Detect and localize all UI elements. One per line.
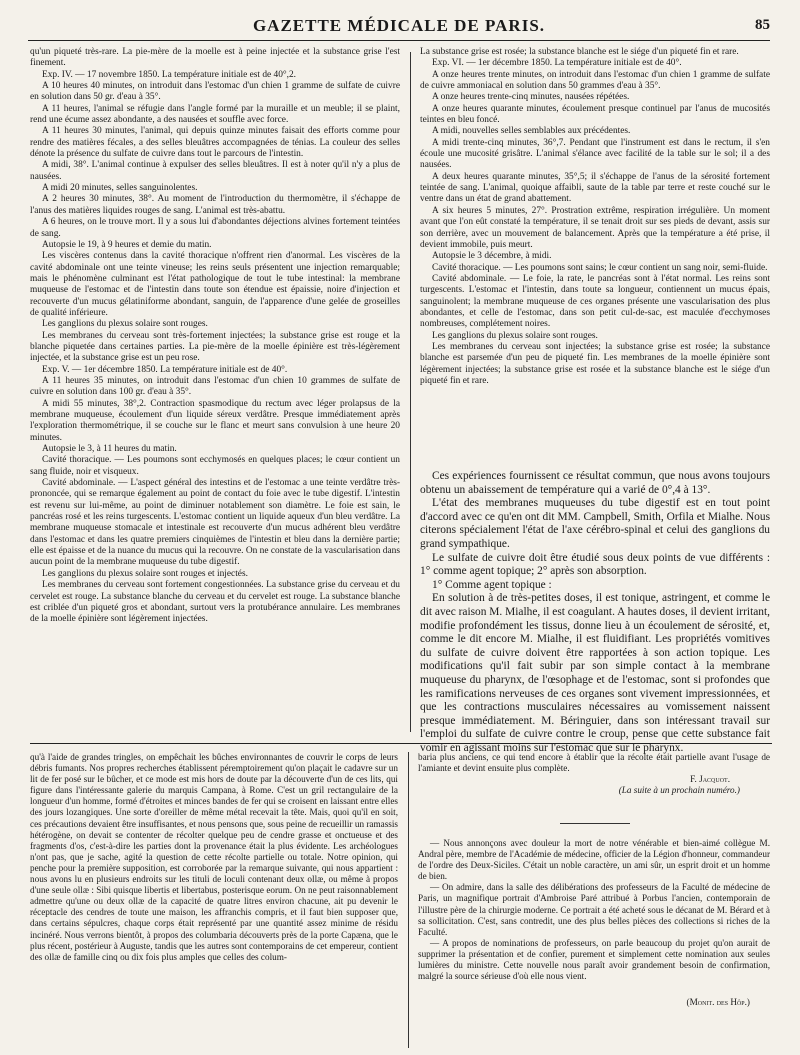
author-signature: F. Jacquot.	[690, 774, 730, 785]
paragraph: A onze heures trente-cinq minutes, nausées répétées.	[432, 92, 630, 103]
column-divider	[410, 52, 411, 732]
paragraph: 1° Comme agent topique :	[432, 578, 552, 591]
paragraph: Les membranes du cerveau sont très-fortement injectées; la substance grise est rouge et la blanche piquetée dans certaines parties. La pie-mère de la moelle épinière est très-légèrement injectée, et la substance grise est un peu rose.	[30, 330, 400, 364]
paragraph: A midi, nouvelles selles semblables aux précédentes.	[432, 126, 631, 137]
bottom-right-continuation	[418, 752, 770, 812]
paragraph: qu'à l'aide de grandes tringles, on empêchait les bûches environnantes de couvrir le corps de leurs débris fumants. Nos propres recherches établissent péremptoirement qu'on plaçait le cadavre sur un lit de fer posé sur le bûcher, et ce mode est mis hors de doute par la découverte d'un de ces lits, qui figure dans l'intéressante galerie du marquis Campana, à Rome. C'est un gril rectangulaire de la longueur d'un homme, formé d'étroites et minces bandes de fer qui se croisent en laissant entre elles des jours lozangiques. Une sorte d'oreiller de même métal recevait la tête. Mais, quoi qu'il en soit, ces précautions devaient être insuffisantes, et nous pensons que, sous peine de recueillir un ramassis hétérogène, on devait se contenter de récolter quelque peu de cendre grasse et onctueuse et des fragments d'os, c'est-à-dire les parties dont la provenance était la plus évidente. Les archéologues n'ont pas, que je sache, agité la question de cette récolte partielle ou totale. Notre opinion, qui penche pour la première supposition, est corroborée par la remarque suivante, qui nous appartient : nous avons lu en plusieurs endroits sur les tituli de loculi contenant deux ollæ, ou même à propos d'une seule ollæ : Sibi quisque libertis et libertabus, posterisque eorum. On ne peut raisonnablement admettre qu'une ou deux ollæ de la capacité de quatre litres environ chacune, ait pu devenir le réceptacle des cendres de toute une maison, les affranchis compris, et il faut bien supposer que, dans certains sépulcres, chaque corps était représenté par une quantité assez minime de résidu incinéré. Nous verrons bientôt, à propos des columbaria découverts près de la porte Capæna, que le plus récent, postérieur à Auguste, tandis que les autres sont contemporains de cet empereur, contient des ollæ de famille cinq ou dix fois plus amples que celles des colum-	[30, 752, 398, 962]
left-column	[30, 47, 400, 735]
paragraph: Cavité thoracique. — Les poumons sont ecchymosés en quelques places; le cœur contient un sang fluide, noir et visqueux.	[30, 455, 400, 477]
paragraph: En solution à de très-petites doses, il est tonique, astringent, et comme le dit avec raison M. Mialhe, il est coagulant. A hautes doses, il devient irritant, modifie profondément les tissus, donne lieu à un écoulement de sérosité, et, comme le dit encore M. Mialhe, il est fluidifiant. Les propriétés vomitives du sulfate de cuivre doivent être rapportées à son action topique. Les modifications qu'il fait subir par son simple contact à la membrane muqueuse du pharynx, de l'œsophage et de l'estomac, sont si profondes que les ramifications nerveuses de ces organes sont vivement impressionnées, et que les contractions musculaires nécessaires au vomissement naissent presque immédiatement. M. Béringuier, dans son intéressant travail sur l'emploi du sulfate de cuivre contre le croup, pense que cette substance fait vomir en agissant moins sur l'estomac que sur le pharynx.	[420, 592, 770, 754]
paragraph: — Nous annonçons avec douleur la mort de notre vénérable et bien-aimé collègue M. Andral père, membre de l'Académie de médecine, officier de la Légion d'honneur, commandeur de l'ordre des Deux-Siciles. C'était un noble caractère, un ami sûr, un esprit droit et un homme de bien.	[418, 838, 771, 882]
paragraph: Cavité abdominale. — Le foie, la rate, le pancréas sont à l'état normal. Les reins sont turgescents. L'estomac et l'intestin, dans toute sa longueur, contiennent un mucus épais, sanguinolent; la membrane muqueuse de ces organes présente une vascularisation des plus abondantes, et celle de l'estomac, dans son petit cul-de-sac, est maculée d'ecchymoses nombreuses, complétement noires.	[420, 273, 770, 330]
paragraph: A midi trente-cinq minutes, 36°,7. Pendant que l'instrument est dans le rectum, il s'en écoule une mucosité grisâtre. L'animal s'élance avec facilité de la table sur le sol; il a des nausées.	[420, 137, 770, 171]
right-column-experiments	[420, 47, 770, 467]
paragraph: Cavité abdominale. — L'aspect général des intestins et de l'estomac a une teinte verdâtre très-prononcée, qui se remarque également au point de contact du foie avec le tube digestif. L'intestin est revenu sur lui-même, au point de diminuer notablement son diamètre. Le foie est sain, le pancréas rosé et les reins turgescents. L'estomac contient un liquide aqueux d'un bleu verdâtre. La membrane muqueuse stomacale et intestinale est recouverte d'un mucus adhérent bleu verdâtre dans l'estomac et dans les quatre premiers cinquièmes de l'intestin et bleu dans la dernière partie; elle est épaisse et de la nuance du mucus qui la recouvre. On ne constate de la vascularisation dans aucun point de la membrane muqueuse du tube digestif.	[30, 478, 400, 568]
paragraph: A deux heures quarante minutes, 35°,5; il s'échappe de l'anus de la sérosité fortement teintée de sang. L'animal, quoique affaibli, saute de la table par terre et reste couché sur le ventre dans un état de grand abattement.	[420, 171, 770, 205]
paragraph: Les membranes du cerveau sont fortement congestionnées. La substance grise du cerveau et du cervelet est rouge. La substance blanche du cerveau et du cervelet est rouge. La substance blanche est criblée d'un piqueté gros et abondant, surtout vers la protubérance annulaire. Les membranes de la moelle épinière sont légèrement injectées.	[30, 580, 400, 625]
journal-title: GAZETTE MÉDICALE DE PARIS.	[252, 16, 546, 35]
short-rule	[560, 823, 630, 824]
paragraph: A 11 heures 30 minutes, l'animal, qui depuis quinze minutes faisait des efforts comme pour rendre des matières fécales, a des selles bleuâtres accompagnées de ténias. La couleur des selles dénote la présence du sulfate de cuivre dans tout le parcours de l'intestin.	[30, 126, 400, 160]
paragraph: A six heures 5 minutes, 27°. Prostration extrême, respiration irrégulière. Un moment avant que l'on eût constaté la température, il se tenait droit sur ses pieds de devant, assis sur son derrière, avec un mouvement de balancement. Après que la température a été prise, il devient immobile, puis meurt.	[420, 205, 770, 250]
paragraph: A midi 55 minutes, 38°,2. Contraction spasmodique du rectum avec léger prolapsus de la membrane muqueuse, écoulement d'un liquide séreux verdâtre. Presque immédiatement après l'exploration thermométrique, il se couche sur le flanc et meurt sans convulsion à une heure 20 minutes.	[30, 398, 400, 443]
paragraph: A 2 heures 30 minutes, 38°. Au moment de l'introduction du thermomètre, il s'échappe de l'anus des matières liquides rouges de sang. L'animal est très-abattu.	[30, 194, 400, 216]
to-be-continued: (La suite à un prochain numéro.)	[618, 785, 740, 796]
paragraph: A 6 heures, on le trouve mort. Il y a sous lui d'abondantes déjections alvines fortement teintées de sang.	[30, 217, 400, 239]
paragraph: A 11 heures 35 minutes, on introduit dans l'estomac d'un chien 10 grammes de sulfate de cuivre en solution dans 100 gr. d'eau à 35°.	[30, 375, 400, 398]
paragraph: Exp. VI. — 1er décembre 1850. La température initiale est de 40°.	[432, 58, 682, 69]
notice-source-wrap	[418, 997, 770, 1011]
paragraph: A onze heures trente minutes, on introduit dans l'estomac d'un chien 1 gramme de sulfate de cuivre ammoniacal en solution dans 50 grammes d'eau à 35°.	[420, 69, 770, 92]
paragraph: Les viscères contenus dans la cavité thoracique n'offrent rien d'anormal. Les viscères de la cavité abdominale ont une teinte vineuse; les reins seuls présentent une injection remarquable; mais le phénomène culminant est l'état pathologique de tout le tube intestinal: la membrane muqueuse de l'estomac et de l'intestin dans toute son étendue est épaissie, noire d'injection et recouverte d'un mucus gélatiniforme abondant, sanguin, de l'apparence d'une gelée de groseilles de qualité inférieure.	[30, 251, 400, 318]
page-number: 85	[755, 17, 770, 33]
bottom-column-divider	[408, 752, 409, 1048]
paragraph: Les ganglions du plexus solaire sont rouges.	[42, 319, 208, 330]
paragraph: Les ganglions du plexus solaire sont rouges et injectés.	[42, 568, 248, 579]
paragraph: Les membranes du cerveau sont injectées; la substance grise est rosée; la substance blanche est parsemée d'un peu de piqueté fin. Les membranes de la moelle épinière sont légèrement injectées; la substance grise est rosée et la substance blanche est le siége d'un piqueté fin et rare.	[420, 341, 770, 386]
paragraph: A 11 heures, l'animal se réfugie dans l'angle formé par la muraille et un meuble; il se plaint, rend une écume assez abondante, a des nausées et souffle avec force.	[30, 103, 400, 126]
paragraph: A 10 heures 40 minutes, on introduit dans l'estomac d'un chien 1 gramme de sulfate de cuivre en solution dans 50 gr. d'eau à 35°.	[30, 81, 400, 103]
bottom-left-column	[30, 752, 398, 1048]
paragraph: qu'un piqueté très-rare. La pie-mère de la moelle est à peine injectée et la substance grise l'est finement.	[30, 47, 400, 69]
paragraph: Le sulfate de cuivre doit être étudié sous deux points de vue différents : 1° comme agent topique; 2° après son absorption.	[420, 551, 770, 578]
paragraph: Autopsie le 3 décembre, à midi.	[432, 251, 552, 262]
paragraph: La substance grise est rosée; la substance blanche est le siége d'un piqueté fin et rare.	[420, 47, 739, 57]
paragraph: — On admire, dans la salle des délibérations des professeurs de la Faculté de médecine de Paris, un magnifique portrait d'Ambroise Paré attribué à Porbus l'ancien, contemporain de l'illustre père de la chirurgie moderne. Ce portrait a été acheté sous le décanat de M. Bérard et à sa sollicitation. C'est, sans contredit, une des plus belles pièces des collections si riches de la Faculté.	[418, 882, 770, 937]
paragraph: L'état des membranes muqueuses du tube digestif est en tout point d'accord avec ce qu'en ont dit MM. Campbell, Smith, Orfila et Mialhe. Nous citerons spécialement l'état de l'axe cérébro-spinal et celui des ganglions du grand sympathique.	[420, 497, 770, 550]
news-notices	[418, 838, 770, 1010]
continuation-text: baria plus anciens, ce qui tend encore à établir que la récolte était partielle avant l'usage de l'amiante et devint ensuite plus complète.	[418, 752, 770, 774]
paragraph: Exp. V. — 1er décembre 1850. La température initiale est de 40°.	[42, 364, 288, 375]
page-header	[28, 16, 770, 41]
paragraph: Autopsie le 19, à 9 heures et demie du matin.	[42, 239, 212, 250]
paragraph: Exp. IV. — 17 novembre 1850. La température initiale est de 40°,2.	[42, 69, 297, 80]
paragraph: Ces expériences fournissent ce résultat commun, que nous avons toujours obtenu un abaissement de température qui a varié de 0°,4 à 13°.	[420, 470, 770, 496]
paragraph: A midi, 38°. L'animal continue à expulser des selles bleuâtres. Il est à noter qu'il n'y a plus de nausées.	[30, 160, 400, 182]
paragraph: Cavité thoracique. — Les poumons sont sains; le cœur contient un sang noir, semi-fluide.	[432, 262, 768, 273]
paragraph: — A propos de nominations de professeurs, on parle beaucoup du projet qu'on aurait de supprimer la présentation et de confier, purement et simplement cette nomination aux seules lumières du ministre. Cette nouvelle nous paraît avoir grandement besoin de confirmation, malgré la source sérieuse d'où elle nous vient.	[418, 937, 770, 982]
paragraph: Les ganglions du plexus solaire sont rouges.	[432, 330, 598, 341]
notice-source: (Monit. des Hôp.)	[686, 997, 750, 1007]
paragraph: Autopsie le 3, à 11 heures du matin.	[42, 444, 177, 455]
section-rule	[30, 743, 772, 744]
right-column-discussion	[420, 470, 770, 754]
paragraph: A onze heures quarante minutes, écoulement presque continuel par l'anus de mucosités teintes en bleu foncé.	[420, 103, 770, 126]
paragraph: A midi 20 minutes, selles sanguinolentes.	[42, 183, 198, 194]
